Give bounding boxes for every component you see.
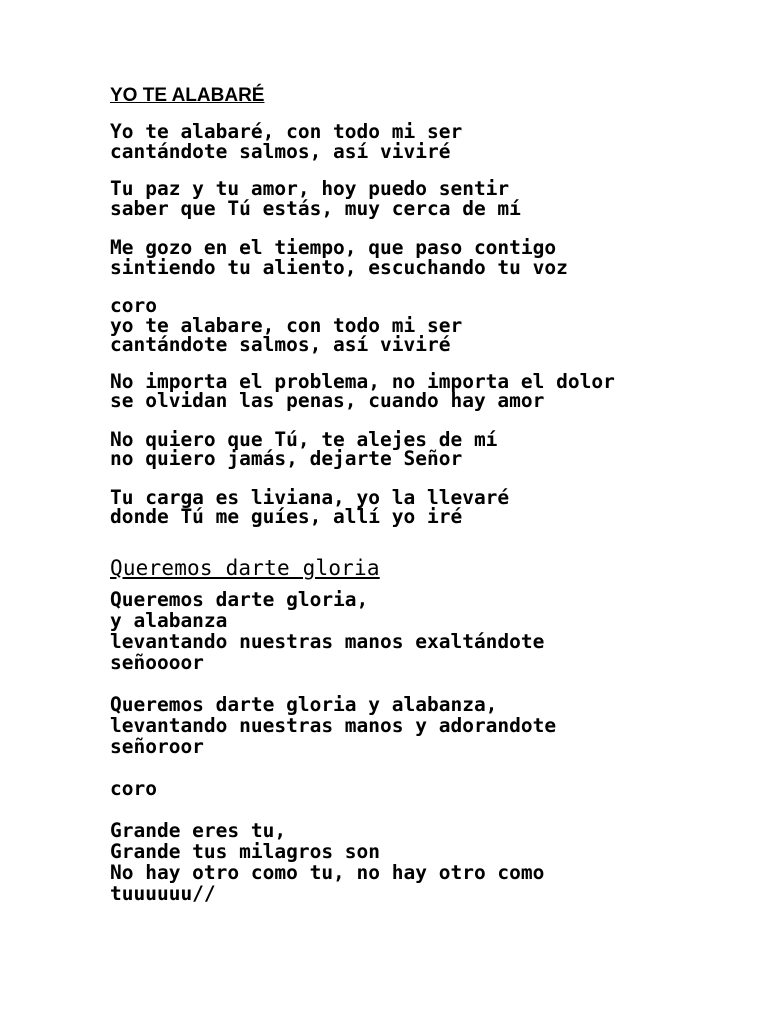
lyric-line: No quiero que Tú, te alejes de mí: [110, 427, 498, 451]
lyric-line: levantando nuestras manos exaltándote: [110, 629, 545, 653]
lyric-line: Tu paz y tu amor, hoy puedo sentir: [110, 177, 510, 200]
song1-stanza-6: [110, 427, 730, 470]
lyric-line: cantándote salmos, así viviré: [110, 139, 451, 163]
song1-stanza-7: [110, 485, 730, 528]
song2-stanza-4: [110, 820, 730, 904]
lyric-line: y alabanza: [110, 608, 228, 632]
lyric-line: No importa el problema, no importa el dolor: [110, 369, 615, 393]
lyric-line: Grande eres tu,: [110, 818, 287, 842]
lyric-line: Tu carga es liviana, yo la llevaré: [110, 485, 510, 509]
lyrics-document: [110, 84, 730, 904]
lyric-line: señoooor: [110, 650, 204, 674]
chorus-marker: coro: [110, 294, 157, 317]
lyric-line: donde Tú me guíes, allí yo iré: [110, 505, 463, 528]
lyric-line: Grande tus milagros son: [110, 839, 381, 863]
lyric-line: sintiendo tu aliento, escuchando tu voz: [110, 255, 568, 279]
song1-stanza-1: [110, 122, 730, 161]
song2-stanza-2: [110, 694, 730, 757]
lyric-line: Queremos darte gloria,: [110, 587, 369, 611]
lyric-line: señoroor: [110, 734, 204, 758]
lyric-line: Yo te alabaré, con todo mi ser: [110, 120, 463, 143]
song1-stanza-2: [110, 179, 730, 218]
lyric-line: Me gozo en el tiempo, que paso contigo: [110, 236, 557, 259]
song2-title: Queremos darte gloria: [110, 555, 380, 580]
lyric-line: saber que Tú estás, muy cerca de mí: [110, 196, 521, 220]
lyric-line: Queremos darte gloria y alabanza,: [110, 692, 498, 716]
song2-stanza-3-chorus: [110, 778, 730, 799]
chorus-marker: coro: [110, 776, 157, 800]
song1-stanza-5: [110, 369, 730, 412]
song2-stanza-1: [110, 589, 730, 673]
lyric-line: levantando nuestras manos y adorandote: [110, 713, 557, 737]
song1-stanza-4-chorus: [110, 296, 730, 355]
song2-lyrics: [110, 589, 730, 904]
lyric-line: tuuuuuu//: [110, 881, 216, 905]
lyric-line: se olvidan las penas, cuando hay amor: [110, 389, 545, 412]
song1-lyrics: [110, 122, 730, 527]
song1-stanza-3: [110, 238, 730, 277]
lyric-line: no quiero jamás, dejarte Señor: [110, 447, 463, 470]
lyric-line: No hay otro como tu, no hay otro como: [110, 860, 545, 884]
lyric-line: cantándote salmos, así viviré: [110, 333, 451, 356]
lyric-line: yo te alabare, con todo mi ser: [110, 313, 463, 337]
song1-title: YO TE ALABARÉ: [110, 85, 265, 106]
